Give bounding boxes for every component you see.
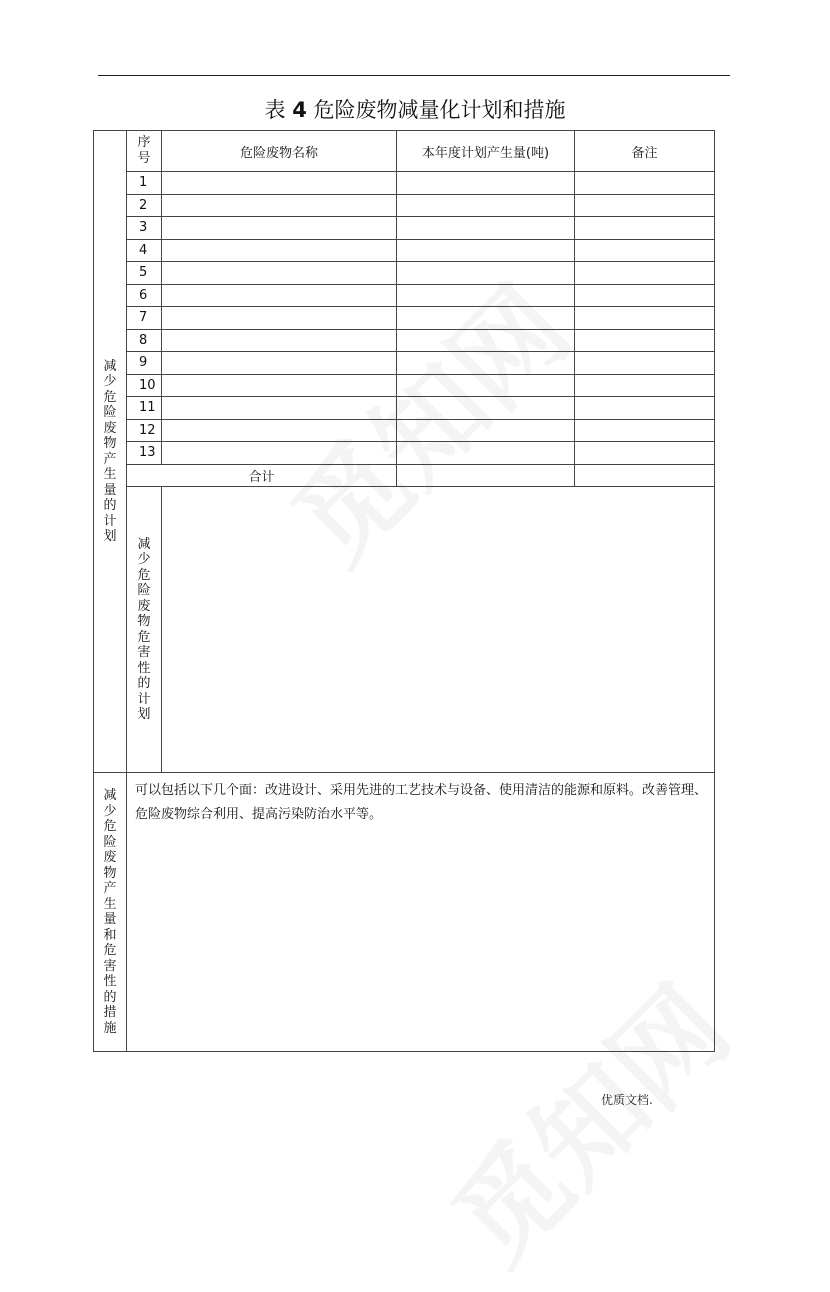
amount-cell (397, 442, 575, 465)
table-row (94, 374, 715, 397)
name-cell (162, 419, 397, 442)
row-number: 10 (127, 374, 162, 397)
section2-content (162, 487, 715, 773)
table-row (94, 442, 715, 465)
total-row (94, 464, 715, 487)
remark-cell (575, 397, 715, 420)
table-row (94, 239, 715, 262)
remark-cell (575, 194, 715, 217)
header-amount: 本年度计划产生量(吨) (397, 131, 575, 172)
table-row (94, 419, 715, 442)
table-row (94, 307, 715, 330)
amount-cell (397, 262, 575, 285)
remark-cell (575, 352, 715, 375)
row-number: 11 (127, 397, 162, 420)
section2-row (94, 487, 715, 773)
table-row (94, 397, 715, 420)
section3-row (94, 773, 715, 1052)
table-row (94, 262, 715, 285)
row-number: 6 (127, 284, 162, 307)
name-cell (162, 262, 397, 285)
section1-label: 减少危险废物产生量的计划 (94, 131, 127, 773)
table-row (94, 284, 715, 307)
remark-cell (575, 284, 715, 307)
row-number: 8 (127, 329, 162, 352)
row-number: 13 (127, 442, 162, 465)
table-row (94, 352, 715, 375)
name-cell (162, 442, 397, 465)
total-label: 合计 (127, 464, 397, 487)
row-number: 7 (127, 307, 162, 330)
name-cell (162, 194, 397, 217)
remark-cell (575, 419, 715, 442)
header-name: 危险废物名称 (162, 131, 397, 172)
row-number: 12 (127, 419, 162, 442)
amount-cell (397, 329, 575, 352)
section2-label: 减少危险废物危害性的计划 (127, 487, 162, 773)
total-remark-cell (575, 464, 715, 487)
name-cell (162, 284, 397, 307)
amount-cell (397, 239, 575, 262)
table-header-row (94, 131, 715, 172)
header-seq: 序号 (127, 131, 162, 172)
remark-cell (575, 262, 715, 285)
name-cell (162, 239, 397, 262)
name-cell (162, 172, 397, 195)
table-row (94, 172, 715, 195)
top-rule (98, 75, 730, 76)
amount-cell (397, 397, 575, 420)
waste-plan-table (93, 130, 715, 1052)
remark-cell (575, 217, 715, 240)
row-number: 9 (127, 352, 162, 375)
name-cell (162, 374, 397, 397)
row-number: 5 (127, 262, 162, 285)
name-cell (162, 307, 397, 330)
row-number: 2 (127, 194, 162, 217)
page-title: 表 4 危险废物减量化计划和措施 (264, 98, 566, 122)
amount-cell (397, 217, 575, 240)
remark-cell (575, 374, 715, 397)
footer-text: 优质文档. (601, 1093, 653, 1107)
section3-label: 减少危险废物产生量和危害性的措施 (94, 773, 127, 1052)
amount-cell (397, 307, 575, 330)
amount-cell (397, 194, 575, 217)
amount-cell (397, 352, 575, 375)
amount-cell (397, 419, 575, 442)
amount-cell (397, 172, 575, 195)
table-row (94, 329, 715, 352)
remark-cell (575, 442, 715, 465)
name-cell (162, 352, 397, 375)
remark-cell (575, 172, 715, 195)
amount-cell (397, 284, 575, 307)
remark-cell (575, 239, 715, 262)
name-cell (162, 217, 397, 240)
total-amount-cell (397, 464, 575, 487)
table-row (94, 194, 715, 217)
amount-cell (397, 374, 575, 397)
remark-cell (575, 307, 715, 330)
name-cell (162, 397, 397, 420)
row-number: 4 (127, 239, 162, 262)
name-cell (162, 329, 397, 352)
header-remark: 备注 (575, 131, 715, 172)
table-row (94, 217, 715, 240)
remark-cell (575, 329, 715, 352)
section3-content: 可以包括以下几个面：改进设计、采用先进的工艺技术与设备、使用清洁的能源和原料。改善管理、危险废物综合利用、提高污染防治水平等。 (127, 773, 715, 1052)
row-number: 3 (127, 217, 162, 240)
row-number: 1 (127, 172, 162, 195)
